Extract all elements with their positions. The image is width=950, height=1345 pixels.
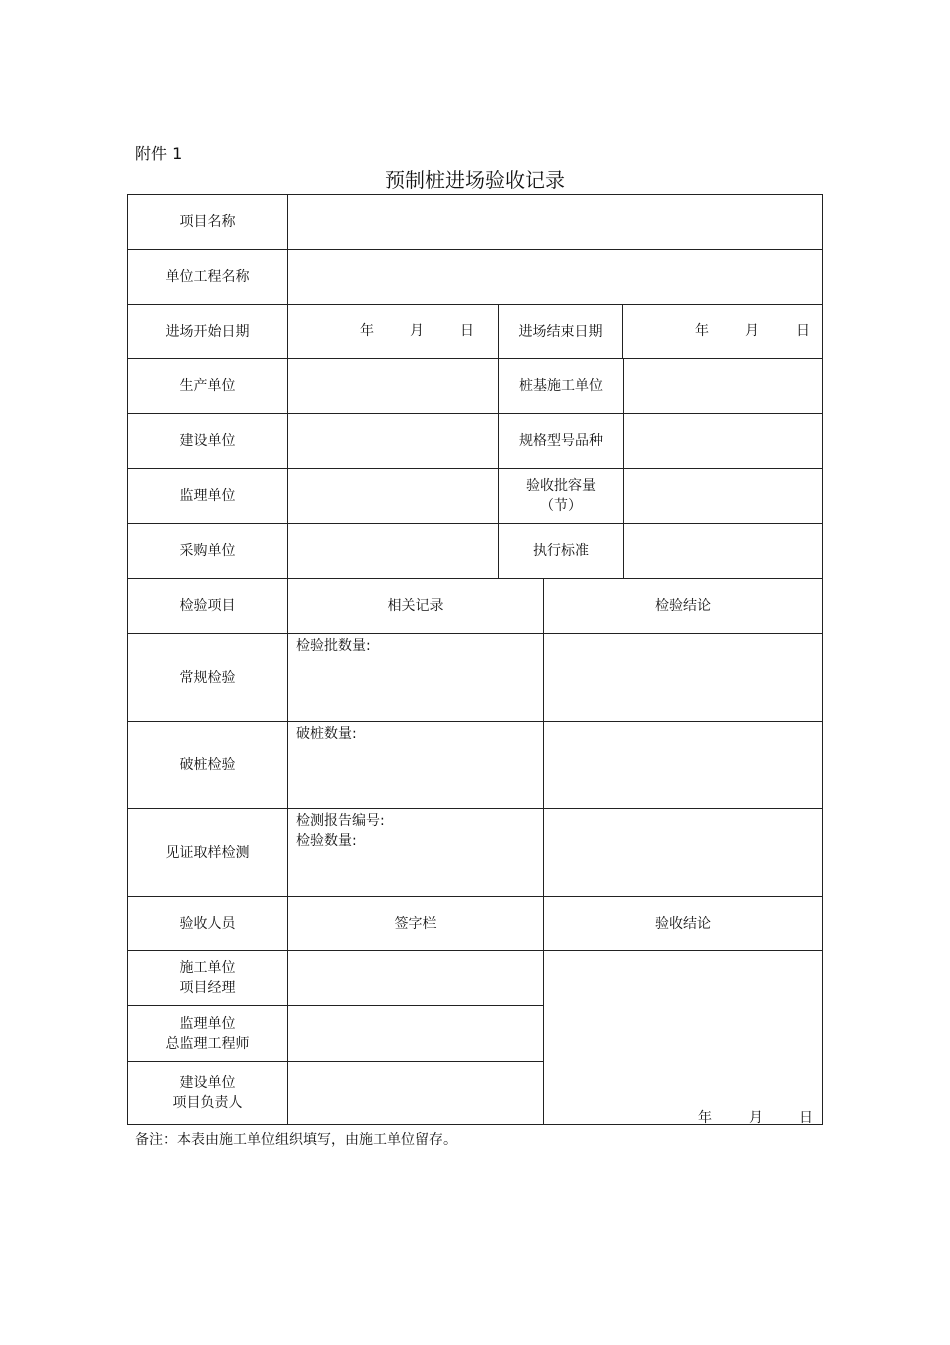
end-date-month: 月 (745, 323, 759, 339)
broken-count-label: 破桩数量: (296, 726, 357, 742)
field-builder[interactable] (288, 414, 498, 468)
conclusion-date-day: 日 (799, 1110, 813, 1126)
field-entry-end-date[interactable] (623, 305, 822, 358)
footnote: 备注：本表由施工单位组织填写，由施工单位留存。 (135, 1132, 457, 1148)
label-routine-inspection: 常规检验 (179, 669, 236, 686)
field-witness-record[interactable] (288, 809, 543, 896)
field-spec-model[interactable] (624, 414, 822, 468)
field-pile-contractor[interactable] (624, 359, 822, 413)
label-batch-capacity (499, 469, 623, 523)
field-producer[interactable] (288, 359, 498, 413)
label-acceptance-staff: 验收人员 (179, 915, 236, 932)
label-chief-supervisor (128, 1006, 287, 1061)
start-date-year: 年 (360, 323, 374, 339)
label-signature-column: 签字栏 (394, 915, 437, 932)
label-builder: 建设单位 (179, 433, 236, 449)
end-date-year: 年 (695, 323, 709, 339)
field-project-name[interactable] (288, 195, 822, 249)
label-inspection-conclusion: 检验结论 (655, 598, 711, 614)
attachment-label: 附件 1 (135, 144, 183, 163)
label-entry-end-date: 进场结束日期 (518, 323, 603, 340)
batch-capacity-line2: （节） (540, 498, 582, 514)
field-supervisor-signature[interactable] (288, 1006, 543, 1061)
label-builder-responsible (128, 1062, 287, 1124)
field-builder-signature[interactable] (288, 1062, 543, 1124)
label-related-record: 相关记录 (387, 598, 444, 614)
contractor-line1: 施工单位 (179, 960, 236, 976)
field-broken-pile-record[interactable] (288, 722, 543, 808)
conclusion-date-year: 年 (698, 1110, 712, 1126)
inspection-count-label: 检验数量: (296, 833, 357, 849)
label-unit-project-name: 单位工程名称 (165, 269, 250, 285)
label-inspection-item: 检验项目 (179, 598, 236, 614)
label-witness-sampling: 见证取样检测 (165, 844, 250, 861)
acceptance-form-table (127, 194, 823, 1125)
supervisor-line2: 总监理工程师 (165, 1035, 250, 1052)
label-acceptance-conclusion: 验收结论 (655, 915, 711, 932)
label-supervisor: 监理单位 (179, 488, 236, 504)
label-contractor-manager (128, 951, 287, 1005)
field-unit-project-name[interactable] (288, 250, 822, 304)
contractor-line2: 项目经理 (179, 980, 236, 996)
field-standard[interactable] (624, 524, 822, 578)
label-standard: 执行标准 (533, 543, 589, 559)
field-witness-conclusion[interactable] (544, 809, 822, 896)
start-date-day: 日 (460, 323, 474, 339)
form-title: 预制桩进场验收记录 (385, 168, 565, 192)
label-project-name: 项目名称 (179, 214, 236, 230)
report-number-label: 检测报告编号: (296, 813, 385, 829)
field-batch-capacity[interactable] (624, 469, 822, 523)
start-date-month: 月 (410, 323, 424, 339)
label-broken-pile-inspection: 破桩检验 (179, 757, 236, 773)
label-purchaser: 采购单位 (179, 543, 236, 559)
label-spec-model: 规格型号品种 (519, 433, 603, 449)
field-supervisor[interactable] (288, 469, 498, 523)
label-entry-start-date: 进场开始日期 (165, 323, 250, 340)
batch-count-label: 检验批数量: (296, 638, 371, 654)
end-date-day: 日 (796, 323, 810, 339)
field-contractor-signature[interactable] (288, 951, 543, 1005)
builder-line2: 项目负责人 (172, 1095, 243, 1111)
field-routine-conclusion[interactable] (544, 634, 822, 721)
field-acceptance-conclusion[interactable] (544, 951, 822, 1124)
supervisor-line1: 监理单位 (179, 1015, 236, 1032)
label-producer: 生产单位 (179, 378, 236, 394)
builder-line1: 建设单位 (179, 1075, 236, 1091)
field-purchaser[interactable] (288, 524, 498, 578)
field-routine-record[interactable] (288, 634, 543, 721)
field-broken-pile-conclusion[interactable] (544, 722, 822, 808)
conclusion-date-month: 月 (749, 1110, 763, 1126)
label-pile-contractor: 桩基施工单位 (519, 378, 603, 394)
batch-capacity-line1: 验收批容量 (526, 478, 596, 494)
